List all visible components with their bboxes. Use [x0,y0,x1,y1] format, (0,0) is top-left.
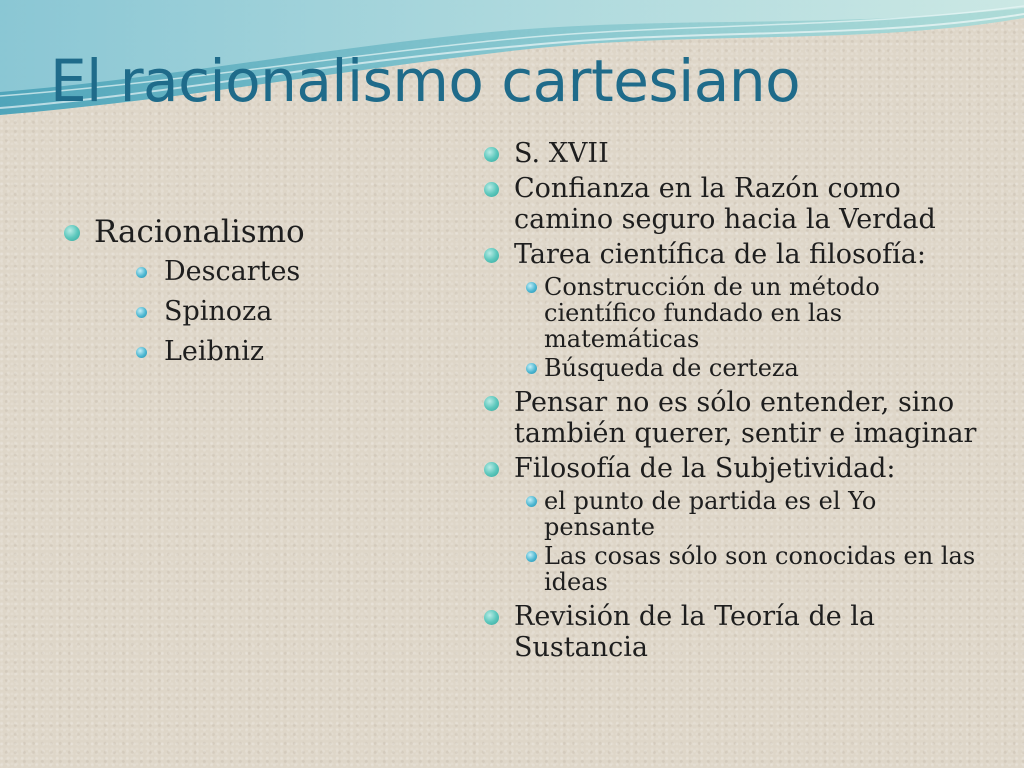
bullet-icon [136,347,147,358]
bullet-sustancia [484,601,989,663]
right-column [484,138,989,667]
bullet-siglo [484,138,989,169]
bullet-icon [484,182,499,197]
bullet-text: Filosofía de la Subjetividad: [514,453,896,484]
bullet-pensar [484,387,989,449]
bullet-text: Leibniz [164,336,265,367]
bullet-text: Spinoza [164,296,273,327]
bullet-icon [64,225,80,241]
bullet-text: S. XVII [514,138,609,169]
bullet-text: Tarea científica de la filosofía: [514,239,926,270]
sub-list [514,488,989,595]
sub-bullet-yo [514,488,989,540]
sub-list [94,256,444,368]
bullet-text: Construcción de un método científico fundado en las matemáticas [544,273,880,353]
bullet-icon [526,282,537,293]
bullet-subjetividad [484,453,989,595]
bullet-icon [484,462,499,477]
bullet-icon [526,551,537,562]
bullet-icon [484,610,499,625]
bullet-icon [526,363,537,374]
bullet-text: Búsqueda de certeza [544,354,799,382]
bullet-icon [484,147,499,162]
sub-bullet-metodo [514,274,989,352]
bullet-text: Racionalismo [94,214,305,250]
bullet-racionalismo [64,214,444,368]
sub-list [514,274,989,381]
bullet-text: Las cosas sólo son conocidas en las ideas [544,542,976,596]
sub-bullet-spinoza [94,296,444,328]
bullet-text: Pensar no es sólo entender, sino también querer, sentir e imaginar [514,387,977,449]
bullet-confianza [484,173,989,235]
bullet-icon [484,248,499,263]
bullet-tarea [484,239,989,381]
slide-title: El racionalismo cartesiano [50,47,801,115]
bullet-text: Revisión de la Teoría de la Sustancia [514,601,876,663]
bullet-icon [484,396,499,411]
sub-bullet-ideas [514,543,989,595]
left-column [64,214,444,376]
bullet-icon [136,307,147,318]
bullet-icon [526,496,537,507]
bullet-text: el punto de partida es el Yo pensante [544,487,877,541]
sub-bullet-certeza [514,355,989,381]
bullet-icon [136,267,147,278]
sub-bullet-leibniz [94,336,444,368]
bullet-text: Descartes [164,256,301,287]
bullet-text: Confianza en la Razón como camino seguro hacia la Verdad [514,173,936,235]
sub-bullet-descartes [94,256,444,288]
